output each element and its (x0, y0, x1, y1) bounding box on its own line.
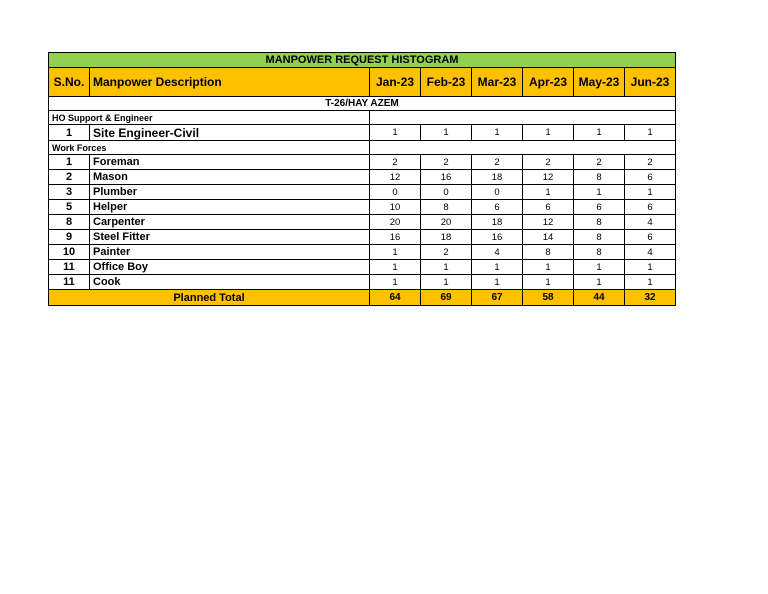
row-value: 4 (472, 245, 523, 260)
row-value: 18 (472, 215, 523, 230)
total-value: 44 (574, 290, 625, 306)
row-sno: 3 (49, 185, 90, 200)
row-description: Plumber (90, 185, 370, 200)
total-value: 67 (472, 290, 523, 306)
row-description: Office Boy (90, 260, 370, 275)
row-value: 2 (421, 245, 472, 260)
row-value: 8 (421, 200, 472, 215)
row-sno: 2 (49, 170, 90, 185)
row-value: 6 (625, 170, 676, 185)
row-value: 12 (523, 170, 574, 185)
row-value: 20 (370, 215, 421, 230)
row-value: 6 (523, 200, 574, 215)
row-value: 1 (421, 275, 472, 290)
section-label-ho: HO Support & Engineer (49, 111, 370, 125)
row-value: 0 (370, 185, 421, 200)
row-value: 4 (625, 215, 676, 230)
row-value: 4 (625, 245, 676, 260)
row-value: 1 (472, 125, 523, 141)
row-value: 1 (370, 245, 421, 260)
header-month: Feb-23 (421, 68, 472, 97)
row-value: 1 (523, 260, 574, 275)
row-description: Helper (90, 200, 370, 215)
row-value: 1 (370, 260, 421, 275)
row-value: 1 (574, 125, 625, 141)
title-row (49, 53, 676, 68)
row-value: 14 (523, 230, 574, 245)
row-sno: 11 (49, 275, 90, 290)
row-value: 18 (421, 230, 472, 245)
row-sno: 1 (49, 125, 90, 141)
section-row-ho (49, 111, 676, 125)
row-value: 1 (421, 125, 472, 141)
row-value: 6 (472, 200, 523, 215)
row-value: 16 (370, 230, 421, 245)
table-row (49, 125, 676, 141)
row-value: 8 (574, 170, 625, 185)
table-title: MANPOWER REQUEST HISTOGRAM (49, 53, 676, 68)
total-value: 64 (370, 290, 421, 306)
row-value: 1 (472, 260, 523, 275)
row-sno: 10 (49, 245, 90, 260)
table-row (49, 170, 676, 185)
row-value: 1 (523, 275, 574, 290)
row-value: 2 (625, 155, 676, 170)
row-value: 8 (574, 215, 625, 230)
manpower-histogram-table (48, 52, 676, 306)
header-sno: S.No. (49, 68, 90, 97)
row-value: 18 (472, 170, 523, 185)
row-value: 1 (625, 185, 676, 200)
row-value: 1 (574, 260, 625, 275)
row-value: 1 (574, 185, 625, 200)
row-value: 6 (625, 200, 676, 215)
row-value: 2 (421, 155, 472, 170)
row-description: Mason (90, 170, 370, 185)
header-row (49, 68, 676, 97)
row-value: 16 (421, 170, 472, 185)
row-value: 2 (574, 155, 625, 170)
row-sno: 9 (49, 230, 90, 245)
total-value: 32 (625, 290, 676, 306)
row-sno: 1 (49, 155, 90, 170)
total-value: 58 (523, 290, 574, 306)
row-value: 20 (421, 215, 472, 230)
table-row (49, 275, 676, 290)
row-sno: 8 (49, 215, 90, 230)
row-value: 1 (370, 275, 421, 290)
row-value: 8 (523, 245, 574, 260)
header-month: Mar-23 (472, 68, 523, 97)
header-month: Apr-23 (523, 68, 574, 97)
row-value: 1 (421, 260, 472, 275)
table-row (49, 185, 676, 200)
row-value: 1 (523, 125, 574, 141)
row-value: 8 (574, 245, 625, 260)
project-name: T-26/HAY AZEM (49, 97, 676, 111)
section-row-work (49, 141, 676, 155)
row-description: Foreman (90, 155, 370, 170)
table-row (49, 200, 676, 215)
row-description: Cook (90, 275, 370, 290)
row-value: 0 (472, 185, 523, 200)
table-row (49, 215, 676, 230)
row-value: 12 (523, 215, 574, 230)
row-description: Steel Fitter (90, 230, 370, 245)
header-description: Manpower Description (90, 68, 370, 97)
total-label: Planned Total (49, 290, 370, 306)
row-sno: 11 (49, 260, 90, 275)
row-value: 12 (370, 170, 421, 185)
section-label-work: Work Forces (49, 141, 370, 155)
row-value: 1 (370, 125, 421, 141)
row-value: 6 (574, 200, 625, 215)
row-description: Painter (90, 245, 370, 260)
row-value: 2 (523, 155, 574, 170)
row-value: 1 (625, 125, 676, 141)
row-value: 1 (472, 275, 523, 290)
row-value: 8 (574, 230, 625, 245)
row-value: 1 (625, 275, 676, 290)
row-value: 10 (370, 200, 421, 215)
table-row (49, 260, 676, 275)
row-value: 2 (370, 155, 421, 170)
header-month: Jun-23 (625, 68, 676, 97)
total-value: 69 (421, 290, 472, 306)
row-value: 2 (472, 155, 523, 170)
table-row (49, 230, 676, 245)
row-value: 0 (421, 185, 472, 200)
table-row (49, 155, 676, 170)
header-month: Jan-23 (370, 68, 421, 97)
row-value: 6 (625, 230, 676, 245)
row-sno: 5 (49, 200, 90, 215)
row-value: 1 (523, 185, 574, 200)
total-row (49, 290, 676, 306)
row-description: Carpenter (90, 215, 370, 230)
header-month: May-23 (574, 68, 625, 97)
row-value: 1 (574, 275, 625, 290)
project-row (49, 97, 676, 111)
table-row (49, 245, 676, 260)
row-description: Site Engineer-Civil (90, 125, 370, 141)
row-value: 1 (625, 260, 676, 275)
row-value: 16 (472, 230, 523, 245)
